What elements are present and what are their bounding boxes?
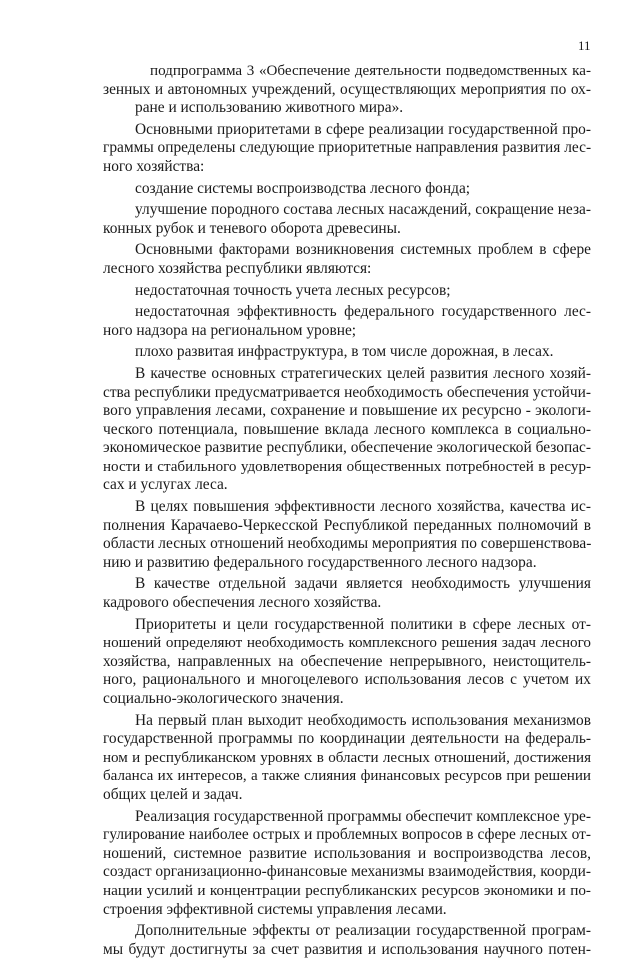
paragraph <box>103 808 591 920</box>
paragraph <box>103 712 591 805</box>
text-line: социально-экологического значения. <box>103 690 344 707</box>
text-line: ного надзора на региональном уровне; <box>103 321 357 339</box>
paragraph <box>103 282 591 301</box>
text-line: граммы определены следующие приоритетные направления развития лес- <box>103 139 592 157</box>
text-line: государственной программы по координации деятельности на федераль- <box>103 730 591 748</box>
text-line: В качестве основных стратегических целей развития лесного хозяй- <box>135 364 591 382</box>
text-line: улучшение породного состава лесных насаждений, сокращение неза- <box>135 201 591 219</box>
paragraph <box>103 365 591 495</box>
text-line: Реализация государственной программы обеспечит комплексное уре- <box>135 807 591 825</box>
text-line: вого управления лесами, сохранение и повышение их ресурсно - экологи- <box>103 402 591 420</box>
text-line: нации усилий и концентрации республиканских ресурсов экономики и по- <box>103 881 591 899</box>
text-line: На первый план выходит необходимость использования механизмов <box>135 711 591 729</box>
text-line: плохо развитая инфраструктура, в том числе дорожная, в лесах. <box>135 343 554 361</box>
text-line: гулирование наиболее острых и проблемных вопросов в сфере лесных от- <box>103 826 591 844</box>
text-line: сах и услугах леса. <box>103 476 228 494</box>
document-body <box>103 62 591 959</box>
text-line: подпрограмма 3 «Обеспечение деятельности подведомственных ка- <box>150 63 591 79</box>
text-line: Основными приоритетами в сфере реализации государственной про- <box>135 120 591 138</box>
text-line: ном и республиканском уровнях в области лесных отношений, достижения <box>103 749 591 766</box>
paragraph <box>103 303 591 340</box>
paragraph <box>103 241 591 278</box>
text-line: В качестве отдельной задачи является необходимость улучшения <box>135 575 591 593</box>
text-line: полнения Карачаево-Черкесской Республикой переданных полномочий в <box>103 516 591 534</box>
text-line: ного хозяйства: <box>103 157 205 175</box>
text-line: нию и развитию федерального государственного лесного надзора. <box>103 553 537 571</box>
paragraph <box>103 575 591 612</box>
text-line: ства республики предусматривается необходимость обеспечения устойчи- <box>103 383 591 401</box>
paragraph <box>103 201 591 238</box>
text-line: хозяйства, направленных на обеспечение непрерывного, неистощитель- <box>103 652 591 670</box>
text-line: ного, рационального и многоцелевого использования лесов с учетом их <box>103 671 591 689</box>
text-line: Основными факторами возникновения системных проблем в сфере <box>135 241 591 259</box>
text-line: ности и стабильного удовлетворения общественных потребностей в ресур- <box>103 458 591 475</box>
paragraph <box>103 121 591 177</box>
paragraph <box>103 498 591 572</box>
text-line: недостаточная точность учета лесных ресурсов; <box>135 281 451 299</box>
text-line: конных рубок и теневого оборота древесины. <box>103 219 401 237</box>
text-line: ношений определяют необходимость комплексного решения задач лесного <box>103 635 591 652</box>
text-line: В целях повышения эффективности лесного хозяйства, качества ис- <box>135 498 591 516</box>
paragraph <box>103 343 591 362</box>
text-line: ношений, системное развитие использования и воспроизводства лесов, <box>103 844 591 862</box>
text-line: общих целей и задач. <box>103 785 243 803</box>
text-line: мы будут достигнуты за счет развития и использования научного потен- <box>103 940 591 958</box>
text-line: области лесных отношений необходимы мероприятия по совершенствова- <box>103 535 592 553</box>
paragraph <box>103 62 591 118</box>
paragraph <box>103 922 591 959</box>
text-line: строения эффективной системы управления лесами. <box>103 900 447 918</box>
text-line: экономическое развитие республики, обеспечение экологической безопас- <box>103 439 591 457</box>
text-line: Дополнительные эффекты от реализации государственной програм- <box>135 922 591 940</box>
text-line: ческого потенциала, повышение вклада лесного комплекса в социально- <box>103 420 591 438</box>
text-line: ране и использованию животного мира». <box>135 99 404 117</box>
text-line: создание системы воспроизводства лесного фонда; <box>135 179 471 197</box>
text-line: Приоритеты и цели государственной политики в сфере лесных от- <box>135 615 591 633</box>
text-line: недостаточная эффективность федерального государственного лес- <box>135 303 591 321</box>
text-line: баланса их интересов, а также слияния финансовых ресурсов при решении <box>103 768 591 785</box>
text-line: кадрового обеспечения лесного хозяйства. <box>103 594 382 612</box>
text-line: зенных и автономных учреждений, осуществляющих мероприятия по ох- <box>103 80 591 98</box>
paragraph <box>103 180 591 199</box>
text-line: лесного хозяйства республики являются: <box>103 259 372 277</box>
page-number: 11 <box>578 38 591 53</box>
paragraph <box>103 616 591 709</box>
text-line: создаст организационно-финансовые механизмы взаимодействия, коорди- <box>103 863 591 881</box>
